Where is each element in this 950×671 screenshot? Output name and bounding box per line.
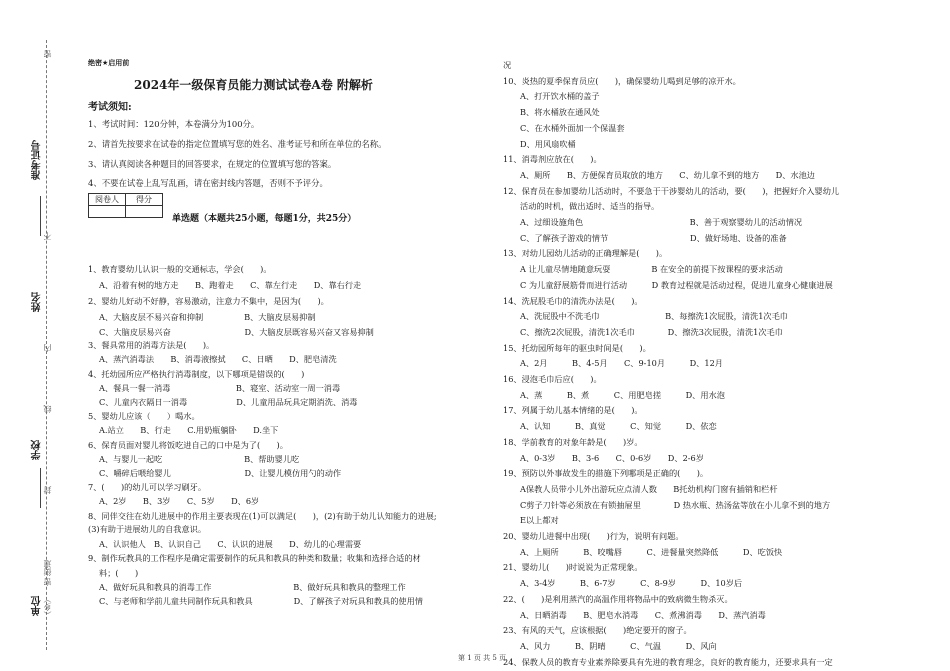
question-option: A、厕所 B、方便保育员取放的地方 C、幼儿拿不到的地方 D、水池边 (520, 170, 815, 180)
question-option: (3)有助于进展幼儿的自我意识。 (88, 524, 207, 534)
notice-item: 3、请认真阅读各种题目的回答要求，在规定的位置填写您的答案。 (88, 159, 337, 169)
ticket-number-line (40, 196, 41, 236)
question-option: E以上都对 (520, 515, 559, 525)
question-option: C、了解孩子游戏的情节 D、做好场地、设备的准备 (520, 233, 787, 243)
question-option: A保教人员带小儿外出游玩应点清人数 B托幼机构门窗有插销和栏杆 (520, 484, 778, 494)
question-stem: 23、有风的天气，应该根据( )绝定要开的窗子。 (503, 625, 692, 635)
seal-char-mi: 密 (43, 578, 52, 586)
question-option: 活动的时机，做出适时、适当的指导。 (520, 201, 660, 211)
question-option: A、做好玩具和教具的消毒工作 B、做好玩具和教具的整理工作 (99, 582, 406, 592)
question-option: A、洗屁股中不洗毛巾 B、每擦洗1次屁股，清洗1次毛巾 (520, 311, 788, 321)
notice-item: 4、不要在试卷上乱写乱画，请在密封线内答题，否则不予评分。 (88, 178, 328, 188)
question-option: A、风力 B、阴晴 C、气温 D、风向 (520, 641, 717, 651)
question-stem: 24、保教人员的教育专业素养除要具有先进的教育理念，良好的教育能力，还要求具有一定 (503, 657, 833, 667)
notice-item: 2、请首先按要求在试卷的指定位置填写您的姓名、准考证号和所在单位的名称。 (88, 139, 387, 149)
exam-title: 2024年一级保育员能力测试试卷A卷 附解析 (134, 78, 373, 92)
question-option: D、用风扇吹桶 (520, 139, 576, 149)
question-option: A、认知 B、真觉 C、知觉 D、依恋 (520, 421, 717, 431)
question-stem: 12、保育员在参加婴幼儿活动时，不要急于干涉婴幼儿的活动，要( )，把握好介入婴幼儿 (503, 186, 840, 196)
seal-char-bu: 不 (43, 232, 52, 240)
question-stem: 况 (503, 60, 512, 70)
binding-margin (0, 0, 62, 671)
question-option: A、大脑皮层不易兴奋和抑制 B、大脑皮层易抑制 (99, 312, 316, 322)
question-option: C、在水桶外面加一个保温套 (520, 123, 625, 133)
district-label: 街道 (43, 560, 52, 576)
question-stem: 3、餐具常用的消毒方法是( )。 (88, 340, 215, 350)
seal-char-nei: 内 (43, 344, 52, 352)
question-stem: 15、托幼园所每年的驱虫时间是( )。 (503, 343, 651, 353)
question-option: C、大脑皮层易兴奋 D、大脑皮层既容易兴奋又容易抑制 (99, 327, 374, 337)
page-footer: 第 1 页 共 5 页 (458, 654, 507, 662)
question-stem: 19、预防以外事故发生的措施下列哪项是正确的( )。 (503, 468, 709, 478)
unit-label: 单位 (32, 596, 43, 616)
question-stem: 9、制作玩教具的工作程序是确定需要制作的玩具和教具的种类和数量；收集和选择合适的材 (88, 553, 421, 563)
question-stem: 14、洗屁股毛巾的清洗办法是( )。 (503, 296, 643, 306)
question-option: A、蒸 B、煮 C、用肥皂搓 D、用水泡 (520, 390, 725, 400)
question-option: A 让儿童尽情地随意玩耍 B 在安全的前提下按课程的要求活动 (520, 264, 783, 274)
question-option: A、上厕所 B、咬嘴唇 C、进餐量突然降低 D、吃饭快 (520, 547, 783, 557)
question-option: A、餐具一餐一消毒 B、寝室、活动室一周一消毒 (99, 383, 341, 393)
question-option: B、将水桶放在通风处 (520, 107, 600, 117)
notice-title: 考试须知: (88, 102, 132, 113)
question-stem: 11、消毒剂应放在( )。 (503, 154, 602, 164)
name-label: 姓名 (32, 292, 43, 312)
question-stem: 22、( )是利用蒸汽的高温作用将物品中的致病微生物杀灭。 (503, 594, 733, 604)
question-option: A、2月 B、4-5月 C、9-10月 D、12月 (520, 358, 723, 368)
question-option: C剪子刀针等必须放在有锁抽屉里 D 热水瓶、热汤盆等放在小儿拿不到的地方 (520, 500, 831, 510)
question-stem: 2、婴幼儿好动不好静，容易激动，注意力不集中，是因为( )。 (88, 296, 329, 306)
notice-item: 1、考试时间：120分钟，本卷满分为100分。 (88, 119, 260, 129)
secret-mark: 绝密★启用前 (88, 59, 130, 67)
question-stem: 8、同伴交往在幼儿进展中的作用主要表现在(1)可以满足( )，(2)有助于幼儿认知能力的进展; (88, 511, 437, 521)
reviewer-input[interactable] (89, 206, 126, 218)
question-option: A、沿着有树的地方走 B、跑着走 C、靠左行走 D、靠右行走 (99, 280, 362, 290)
question-option: A、3-4岁 B、6-7岁 C、8-9岁 D、10岁后 (520, 578, 743, 588)
question-stem: 18、学前教育的对象年龄是( )岁。 (503, 437, 643, 447)
question-option: A、打开饮水桶的盖子 (520, 91, 600, 101)
question-stem: 1、教育婴幼儿认识一般的交通标志，学会( )。 (88, 264, 272, 274)
question-option: A、日晒消毒 B、肥皂水消毒 C、煮沸消毒 D、蒸汽消毒 (520, 610, 766, 620)
question-stem: 4、托幼园所应严格执行消毒制度，以下哪项是错误的( ) (88, 369, 305, 379)
seal-char-feng: 封 (43, 486, 52, 494)
school-label: 学校 (32, 440, 43, 460)
question-option: A、0-3岁 B、3-6 C、0-6岁 D、2-6岁 (520, 453, 704, 463)
question-option: C 为儿童舒展筋骨而进行活动 D 教育过程就是活动过程，促进儿童身心健康进展 (520, 280, 833, 290)
question-stem: 6、保育员面对婴儿将饭吃进自己的口中是为了( )。 (88, 440, 288, 450)
seal-char-top: 密 (43, 50, 52, 58)
question-option: C、擦洗2次屁股，清洗1次毛巾 D、擦洗3次屁股，清洗1次毛巾 (520, 327, 783, 337)
question-stem: 17、列属于幼儿基本情绪的是( )。 (503, 405, 643, 415)
question-option: A、2岁 B、3岁 C、5岁 D、6岁 (99, 496, 260, 506)
score-cell: 得分 (126, 194, 163, 206)
question-stem: 7、( )的幼儿可以学习刷牙。 (88, 482, 207, 492)
question-stem: 5、婴幼儿应该（ ）喝水。 (88, 411, 200, 421)
score-table (88, 193, 163, 218)
question-option: A、过细设施角色 B、善于观察婴幼儿的活动情况 (520, 217, 803, 227)
question-option: C、儿童内衣隔日一消毒 D、儿童用品玩具定期消洗、消毒 (99, 397, 358, 407)
question-option: A、认识他人 B、认识自己 C、认识的进展 D、幼儿的心理需要 (99, 539, 362, 549)
question-option: C、嚼碎后喂给婴儿 D、让婴儿模仿用勺的动作 (99, 468, 342, 478)
question-stem: 10、炎热的夏季保育员应( )，确保婴幼儿喝到足够的凉开水。 (503, 76, 741, 86)
reviewer-cell: 阅卷人 (89, 194, 126, 206)
question-stem: 20、婴幼儿进餐中出现( )行为，说明有问题。 (503, 531, 684, 541)
question-stem: 21、婴幼儿( )时说说为正常现象。 (503, 562, 643, 572)
question-option: A、与婴儿一起吃 B、帮助婴儿吃 (99, 454, 300, 464)
section-title: 单选题（本题共25小题，每题1分，共25分） (172, 214, 357, 224)
ticket-number-label: 准考证号 (32, 140, 43, 180)
question-option: A、蒸汽消毒法 B、消毒液擦拭 C、日晒 D、肥皂清洗 (99, 354, 337, 364)
question-option: C、与老师和学前儿童共同制作玩具和教具 D、了解孩子对玩具和教具的使用情 (99, 596, 423, 606)
question-option: 料；( ) (99, 568, 139, 578)
township-label: （乡） (43, 595, 52, 619)
question-stem: 16、浸泡毛巾后应( )。 (503, 374, 602, 384)
question-stem: 13、对幼儿园幼儿活动的正确理解是( )。 (503, 248, 668, 258)
question-option: A.站立 B、行走 C.用奶瓶躺卧 D.坐下 (99, 425, 279, 435)
seal-char-xian: 线 (43, 405, 52, 413)
school-line (40, 468, 41, 508)
score-input[interactable] (126, 206, 163, 218)
